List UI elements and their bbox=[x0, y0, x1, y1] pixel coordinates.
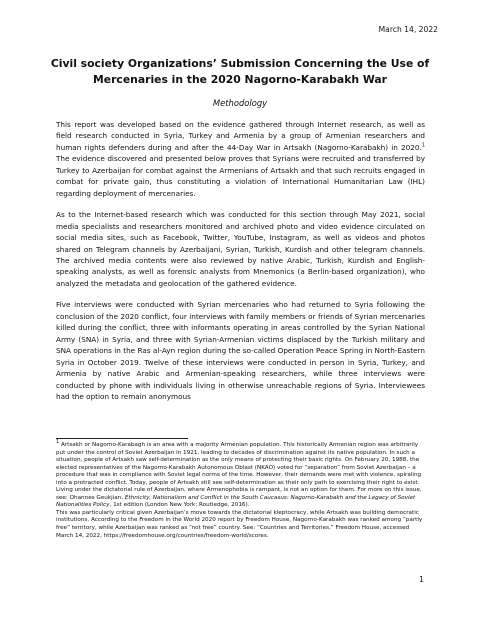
paragraph-1: This report was developed based on the evidence gathered through Internet research, as well as field research conducted in Syria, Turkey and Armenia by a group of Armenian researchers and human rights defenders during and after the 44-Day War in Artsakh (Nagorno-Karabakh) in 2020.$^1$ The evidence discovered and presented below proves that Syrians were recruited and transferred by Turkey to Azerbaijan for combat against the Armenians of Artsakh and that such recruits engaged in combat for private gain, thus constituting a violation of International Humanitarian Law (IHL) regarding deployment of mercenaries. bbox=[56, 120, 425, 198]
footnote-1: $^1$ Artsakh or Nagorno-Karabagh is an area with a majority Armenian population. This historically Armenian region was arbitrarily put under the control of Soviet Azerbaijan in 1921, leading to decades of discrimination against its native population. In such a situation, people of Artsakh saw self-determination as the only means of protecting their basic rights. On February 20, 1988, the elected representatives of the Nagorno-Karabakh Autonomous Oblast (NKAO) voted for “separation” from Soviet Azerbaijan – a procedure that was in compliance with Soviet legal norms of the time. However, their demands were met with violence, spiraling into a protracted conflict. Today, people of Artsakh still see self-determination as their only path to exercising their right to exist. Living under the dictatorial rule of Azerbaijan, where Armenophobia is rampant, is not an option for them. For more on this issue, see: Ohannes Geukjian, Ethnicity, Nationalism and Conflict in the South Caucasus: Nagorno-Karabakh and the Legacy of Soviet Nationalities Policy, 1st edition (London New York: Routledge, 2016). bbox=[56, 439, 422, 509]
body-text bbox=[56, 119, 425, 412]
paragraph-3: Five interviews were conducted with Syrian mercenaries who had returned to Syria following the conclusion of the 2020 conflict, four interviews with family members or friends of Syrian mercenaries killed during the conflict, three with informants operating in areas controlled by the Syrian National Army (SNA) in Syria, and three with Syrian-Armenian victims displaced by the Turkish military and SNA operations in the Ras al-Ayn region during the so-called Operation Peace Spring in North-Eastern Syria in October 2019. Twelve of these interviews were conducted in person in Syria, Turkey, and Armenia by native Arabic and Armenian-speaking researchers, while three interviews were conducted by phone with individuals living in otherwise unreachable regions of Syria. Interviewees had the option to remain anonymous bbox=[56, 300, 425, 401]
document-date: March 14, 2022 bbox=[378, 25, 438, 34]
page-number: 1 bbox=[419, 575, 424, 584]
footnote bbox=[56, 439, 425, 540]
footnote-reference[interactable]: 1 bbox=[421, 142, 425, 149]
footnote-marker: 1 bbox=[56, 439, 60, 446]
footnote-divider bbox=[56, 438, 188, 439]
paragraph-2: As to the Internet-based research which was conducted for this section through May 2021, social media specialists and researchers monitored and archived photo and video evidence circulated on social media sites, such as Facebook, Twitter, YouTube, Instagram, as well as videos and photos shared on Telegram channels by Azerbaijani, Syrian, Turkish, Kurdish and other telegram channels. The archived media contents were also reviewed by native Arabic, Turkish, Kurdish and English- speaking analysts, as well as forensic analysts from Mnemonics (a Berlin-based organization), who analyzed the metadata and geolocation of the gathered evidence. bbox=[56, 210, 425, 288]
section-heading-methodology: Methodology bbox=[212, 98, 268, 108]
footnote-book-title: Ethnicity, Nationalism and Conflict in the South Caucasus: Nagorno-Karabakh and the Legacy of Soviet Nationalities Policy bbox=[56, 494, 416, 509]
document-title: Civil society Organizations’ Submission Concerning the Use of Mercenaries in the 2020 Nagorno-Karabakh War bbox=[50, 57, 430, 86]
footnote-1-continued: This was particularly critical given Azerbaijan’s move towards the dictatorial kleptocracy, while Artsakh was building democratic institutions. According to the Freedom in the World 2020 report by Freedom House, Nagorno-Karabakh was ranked among “partly free” territory, while Azerbaijan was ranked as “not free” country. See: “Countries and Territories,” Freedom House, accessed March 14, 2022, https://freedomhouse.org/countries/freedom-world/scores. bbox=[56, 509, 423, 539]
